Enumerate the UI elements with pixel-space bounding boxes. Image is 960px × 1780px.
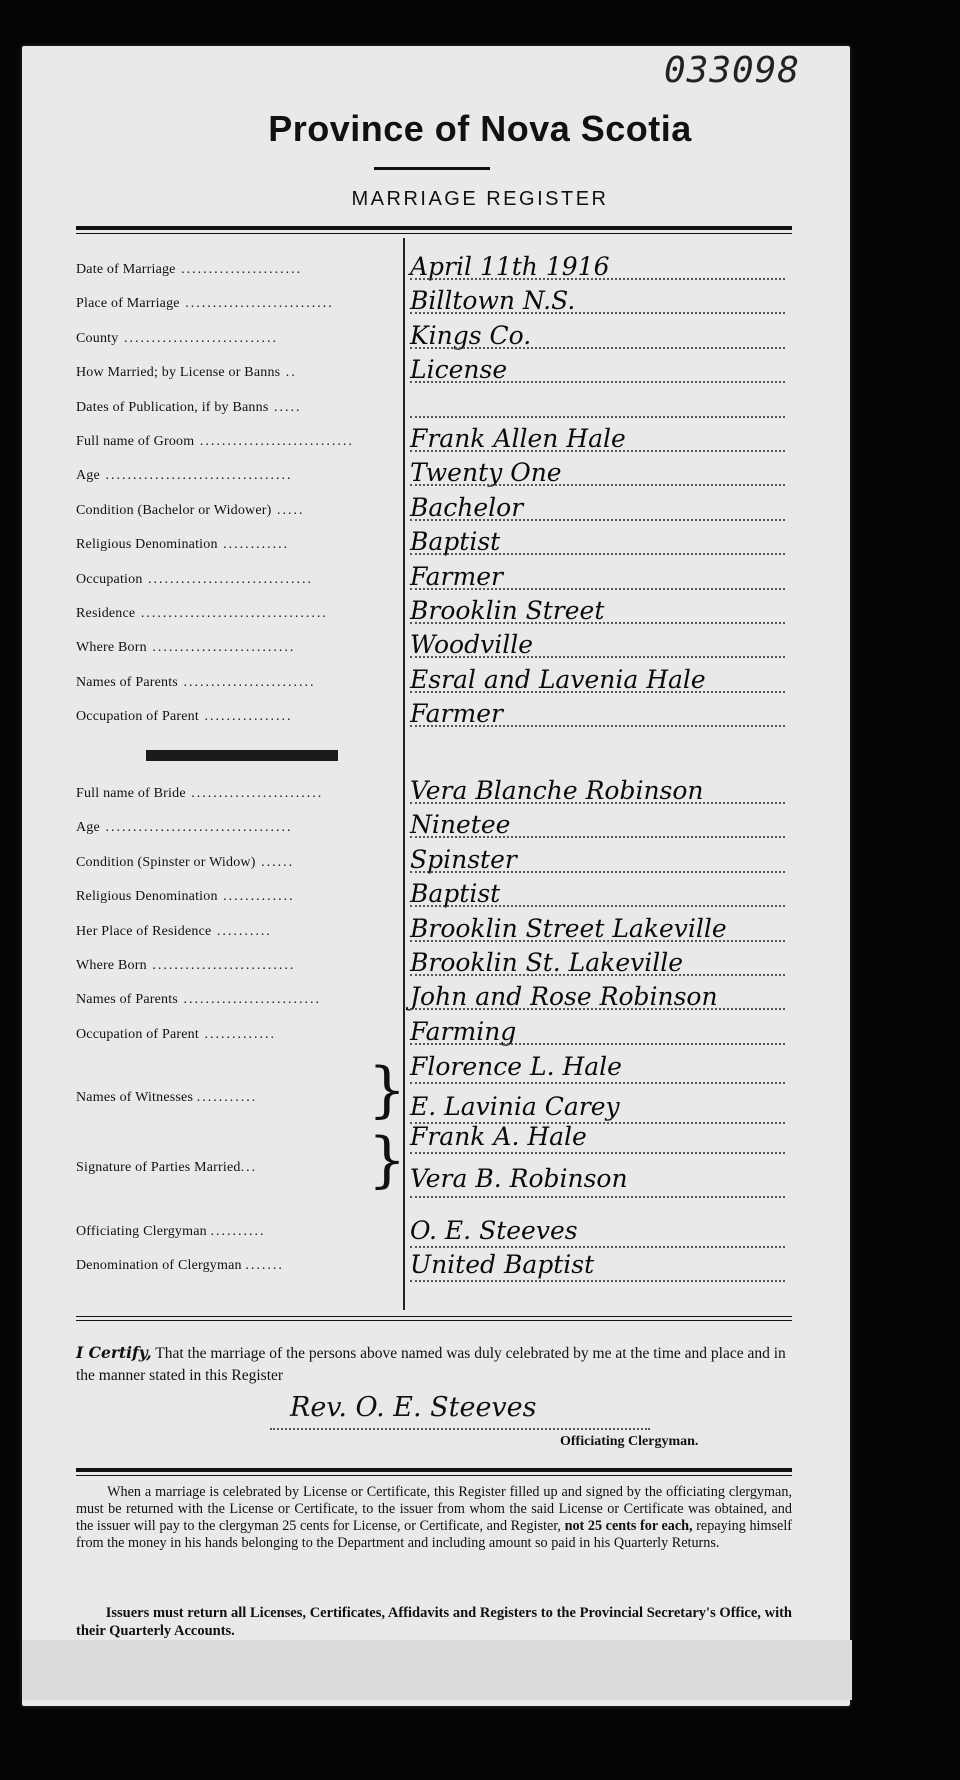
field-label-text: How Married; by License or Banns bbox=[76, 365, 281, 381]
field-dotted-line bbox=[410, 940, 785, 942]
field-label-text: Date of Marriage bbox=[76, 262, 176, 277]
field-label-text: Religious Denomination bbox=[76, 537, 218, 553]
field-label-text: Full name of Groom bbox=[76, 434, 195, 449]
notice-rule-thin bbox=[76, 1475, 792, 1476]
notice-text-b: repaying himself from the money in his hands belonging to the Department and including amount so paid in his Quarterly Returns. bbox=[76, 1518, 792, 1551]
witnesses-brace: } bbox=[368, 1055, 407, 1125]
field-label: Her Place of Residence .......... bbox=[76, 923, 272, 939]
field-label: Age .................................. bbox=[76, 468, 293, 484]
field-label-text: Religious Denomination bbox=[76, 889, 218, 905]
field-label: Occupation of Parent ............. bbox=[76, 1026, 276, 1042]
denomination-clergyman-value: United Baptist bbox=[410, 1250, 595, 1279]
field-dotted-line bbox=[410, 347, 785, 349]
certification-text bbox=[76, 1342, 792, 1387]
field-dotted-line bbox=[410, 519, 785, 521]
field-label-text: Age bbox=[76, 468, 100, 484]
field-value: Brooklin Street bbox=[410, 596, 605, 625]
witness-1: Florence L. Hale bbox=[410, 1052, 622, 1081]
clergy-signature-role: Officiating Clergyman. bbox=[560, 1434, 699, 1449]
notice-paragraph bbox=[76, 1484, 792, 1552]
field-dotted-line bbox=[410, 278, 785, 280]
field-value: Baptist bbox=[410, 879, 501, 909]
field-dotted-line bbox=[410, 588, 785, 590]
witnesses-label: Names of Witnesses ........... bbox=[76, 1090, 258, 1105]
certify-rule-top-2 bbox=[76, 1320, 792, 1321]
field-value: Farmer bbox=[410, 699, 503, 729]
header-rule bbox=[76, 226, 792, 230]
field-dotted-line bbox=[410, 416, 785, 418]
field-dotted-line bbox=[410, 836, 785, 838]
field-value: Farmer bbox=[410, 561, 503, 591]
field-value: Frank Allen Hale bbox=[410, 424, 626, 453]
field-label: Religious Denomination ............. bbox=[76, 889, 295, 905]
field-label-text: Residence bbox=[76, 606, 136, 621]
field-label-text: Occupation of Parent bbox=[76, 1026, 199, 1042]
groom-bride-separator bbox=[146, 750, 338, 761]
field-value: Ninetee bbox=[410, 810, 511, 840]
field-label-text: Where Born bbox=[76, 640, 147, 656]
witness-1-line bbox=[410, 1082, 785, 1084]
field-value: Baptist bbox=[410, 527, 501, 557]
witness-2: E. Lavinia Carey bbox=[410, 1092, 620, 1121]
header-rule-thin bbox=[76, 233, 792, 234]
notice-text-bold: not 25 cents for each, bbox=[564, 1518, 693, 1534]
field-dotted-line bbox=[410, 312, 785, 314]
field-label-text: Occupation bbox=[76, 571, 143, 587]
field-label: Condition (Bachelor or Widower) ..... bbox=[76, 502, 305, 518]
certify-lead: I Certify, bbox=[76, 1343, 152, 1362]
field-dotted-line bbox=[410, 450, 785, 452]
field-label-text: Where Born bbox=[76, 958, 147, 973]
field-dotted-line bbox=[410, 974, 785, 976]
field-label: Age .................................. bbox=[76, 820, 293, 836]
field-label-text: Her Place of Residence bbox=[76, 923, 212, 939]
field-label-text: Age bbox=[76, 820, 100, 836]
issuers-notice-text: Issuers must return all Licenses, Certificates, Affidavits and Registers to the Provincial Secretary's Office, with their Quarterly Accounts. bbox=[76, 1605, 792, 1639]
party-groom-line bbox=[410, 1152, 785, 1154]
field-dotted-line bbox=[410, 1043, 785, 1045]
field-label: Residence .................................. bbox=[76, 606, 328, 621]
field-value: Twenty One bbox=[410, 458, 562, 488]
field-value: Woodville bbox=[410, 630, 534, 660]
field-label: Dates of Publication, if by Banns ..... bbox=[76, 399, 302, 415]
field-label: Where Born .......................... bbox=[76, 958, 296, 973]
notice-text-a: When a marriage is celebrated by License or Certificate, this Register filled up and signed by the officiating clergyman, must be returned with the License or Certificate, to the issuer from whom the said License or Certificate was obtained, and the issuer will pay to the clergyman 25 cents for License, or Certificate, and Register, bbox=[76, 1484, 792, 1534]
field-label: Occupation .............................. bbox=[76, 571, 314, 587]
field-value: License bbox=[410, 355, 508, 385]
title-underline bbox=[374, 167, 490, 170]
party-bride-signature: Vera B. Robinson bbox=[410, 1164, 628, 1193]
field-label-text: Place of Marriage bbox=[76, 296, 180, 312]
field-label: Place of Marriage ........................... bbox=[76, 296, 334, 312]
field-value: Brooklin St. Lakeville bbox=[410, 948, 684, 977]
parties-brace: } bbox=[368, 1125, 407, 1195]
field-label-text: Condition (Bachelor or Widower) bbox=[76, 502, 272, 518]
field-label: How Married; by License or Banns .. bbox=[76, 365, 297, 381]
clergy-signature: Rev. O. E. Steeves bbox=[290, 1392, 537, 1423]
field-label-text: Condition (Spinster or Widow) bbox=[76, 854, 256, 870]
field-label: Names of Parents ........................ bbox=[76, 674, 316, 690]
field-dotted-line bbox=[410, 691, 785, 693]
form-subtitle: MARRIAGE REGISTER bbox=[351, 188, 609, 210]
field-value: Esral and Lavenia Hale bbox=[410, 664, 706, 694]
field-label-text: Dates of Publication, if by Banns bbox=[76, 399, 269, 415]
issuers-notice bbox=[76, 1604, 792, 1640]
field-dotted-line bbox=[410, 802, 785, 804]
field-dotted-line bbox=[410, 871, 785, 873]
clergy-signature-line bbox=[270, 1428, 650, 1430]
notice-rule bbox=[76, 1468, 792, 1472]
field-dotted-line bbox=[410, 484, 785, 486]
parties-label: Signature of Parties Married... bbox=[76, 1160, 258, 1175]
field-label-text: Names of Parents bbox=[76, 992, 178, 1008]
field-label: Religious Denomination ............ bbox=[76, 537, 290, 553]
field-label-text: Full name of Bride bbox=[76, 786, 186, 801]
field-value: Brooklin Street Lakeville bbox=[410, 913, 727, 943]
field-label-text: Names of Parents bbox=[76, 674, 178, 690]
paper-edge bbox=[22, 1640, 852, 1700]
certify-body: That the marriage of the persons above named was duly celebrated by me at the time and place and in the manner stated in this Register bbox=[76, 1345, 786, 1384]
field-dotted-line bbox=[410, 381, 785, 383]
field-value: Kings Co. bbox=[410, 320, 532, 350]
field-dotted-line bbox=[410, 725, 785, 727]
field-label: County ............................ bbox=[76, 330, 278, 346]
officiating-clergyman-line bbox=[410, 1246, 785, 1248]
field-value: Farming bbox=[410, 1016, 517, 1046]
officiating-clergyman-value: O. E. Steeves bbox=[410, 1216, 578, 1245]
field-value: Bachelor bbox=[410, 492, 524, 522]
field-value: Vera Blanche Robinson bbox=[410, 776, 704, 805]
field-value: Spinster bbox=[410, 844, 517, 874]
party-groom-signature: Frank A. Hale bbox=[410, 1122, 587, 1151]
field-label-text: Occupation of Parent bbox=[76, 709, 199, 725]
serial-number: 033098 bbox=[664, 50, 801, 91]
field-label: Full name of Bride ........................ bbox=[76, 786, 324, 801]
field-dotted-line bbox=[410, 656, 785, 658]
field-dotted-line bbox=[410, 1008, 785, 1010]
field-label: Where Born .......................... bbox=[76, 640, 296, 656]
officiating-clergyman-label: Officiating Clergyman .......... bbox=[76, 1224, 266, 1239]
field-value: Billtown N.S. bbox=[410, 286, 576, 316]
field-label: Full name of Groom ............................ bbox=[76, 434, 354, 449]
denomination-clergyman-line bbox=[410, 1280, 785, 1282]
field-value: John and Rose Robinson bbox=[410, 982, 718, 1012]
field-label: Names of Parents ......................... bbox=[76, 992, 321, 1008]
field-dotted-line bbox=[410, 905, 785, 907]
form-title: Province of Nova Scotia bbox=[268, 108, 692, 149]
field-dotted-line bbox=[410, 622, 785, 624]
field-label: Occupation of Parent ................ bbox=[76, 709, 293, 725]
field-dotted-line bbox=[410, 553, 785, 555]
field-label-text: County bbox=[76, 330, 119, 346]
field-label: Date of Marriage ...................... bbox=[76, 262, 303, 277]
certify-rule-top bbox=[76, 1316, 792, 1317]
party-bride-line bbox=[410, 1196, 785, 1198]
denomination-clergyman-label: Denomination of Clergyman ....... bbox=[76, 1258, 284, 1273]
field-label: Condition (Spinster or Widow) ...... bbox=[76, 854, 295, 870]
field-value: April 11th 1916 bbox=[410, 252, 610, 281]
